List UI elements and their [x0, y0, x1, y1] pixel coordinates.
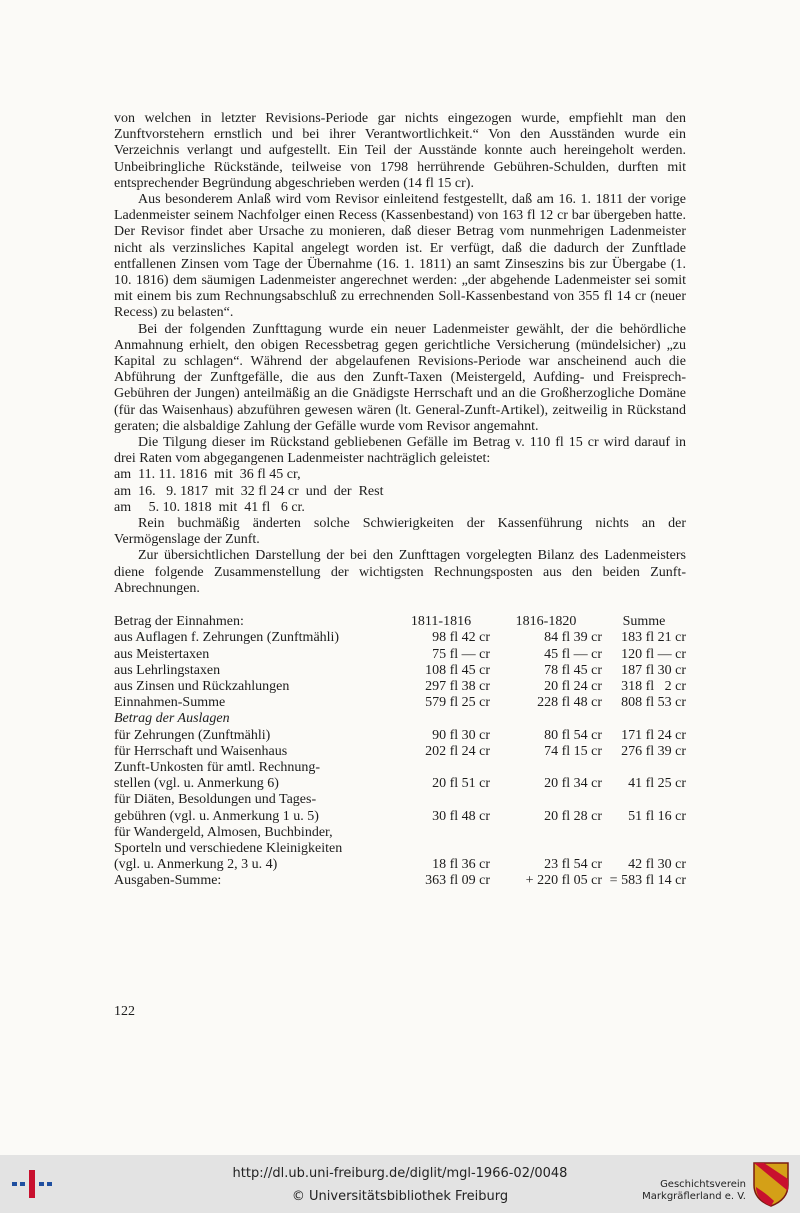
- cell-value: 78 fl 45 cr: [544, 662, 602, 678]
- table-row-continued: [114, 841, 686, 857]
- cell-value: 80 fl 54 cr: [544, 727, 602, 743]
- society-name-line: Markgräflerland e. V.: [642, 1191, 746, 1202]
- ledger-table: [114, 614, 686, 889]
- row-label: Ausgaben-Summe:: [114, 873, 222, 889]
- cell-value: 20 fl 34 cr: [544, 776, 602, 792]
- page-text: [114, 111, 686, 890]
- viewer-footer: [0, 1155, 800, 1213]
- cell-value: 90 fl 30 cr: [432, 727, 490, 743]
- installment-line: am 11. 11. 1816 mit 36 fl 45 cr,: [114, 467, 301, 483]
- copyright-text: © Universitätsbibliothek Freiburg: [291, 1189, 509, 1204]
- row-label: aus Auflagen f. Zehrungen (Zunftmähli): [114, 630, 340, 646]
- cell-value: 20 fl 51 cr: [432, 776, 490, 792]
- table-row: [114, 679, 686, 695]
- cell-value: 228 fl 48 cr: [537, 695, 602, 711]
- cell-value: 318 fl 2 cr: [621, 678, 686, 694]
- cell-value: 120 fl — cr: [621, 646, 686, 662]
- cell-value: 74 fl 15 cr: [544, 743, 602, 759]
- paragraph: Aus besonderem Anlaß wird vom Revisor einleitend festgestellt, daß am 16. 1. 1811 der vorige Ladenmeister seinem Nachfolger einen Recess (Kassenbestand) von 163 fl 12 cr bar übergeben hatte. Der Revisor findet aber Ursache zu monieren, daß dieser Betrag vom nunmehrigen Ladenmeister nicht als verzinsliches Kapital angelegt worden ist. Er verfügt, daß die dadurch der Zunftlade entfallenen Zinsen vom Tage der Übernahme (16. 1. 1811) an samt Zinseszins bis zur Übergabe (1. 10. 1816) dem säumigen Ladenmeister angerechnet werden: „der abgehende Ladenmeister sei somit mit einem bis zum Rechnungsabschluß zu errechnenden Soll-Kassenbestand von 355 fl 14 cr (neuer Recess) zu belasten“.: [114, 192, 686, 321]
- cell-value: 18 fl 36 cr: [432, 857, 490, 873]
- cell-value: + 220 fl 05 cr: [525, 873, 602, 889]
- cell-value: 579 fl 25 cr: [425, 695, 490, 711]
- expense-heading-row: [114, 711, 686, 727]
- cell-value: 41 fl 25 cr: [628, 776, 686, 792]
- installment-line: am 5. 10. 1818 mit 41 fl 6 cr.: [114, 499, 305, 515]
- cell-value: 30 fl 48 cr: [432, 808, 490, 824]
- cell-value: 20 fl 28 cr: [544, 808, 602, 824]
- society-name: [628, 1179, 746, 1203]
- spacer: [114, 597, 686, 614]
- cell-value: 75 fl — cr: [432, 646, 490, 662]
- row-label: für Herrschaft und Waisenhaus: [114, 743, 288, 759]
- cell-value: = 583 fl 14 cr: [609, 873, 686, 889]
- row-label: Einnahmen-Summe: [114, 695, 226, 711]
- paragraph: Rein buchmäßig änderten solche Schwierigkeiten der Kassenführung nichts an der Vermögenslage der Zunft.: [114, 516, 686, 548]
- table-row: [114, 647, 686, 663]
- cell-value: 108 fl 45 cr: [425, 662, 490, 678]
- table-row: [114, 630, 686, 646]
- table-row: [114, 695, 686, 711]
- row-label: Zunft-Unkosten für amtl. Rechnung-: [114, 759, 321, 775]
- income-heading: Betrag der Einnahmen:: [114, 614, 244, 630]
- row-label: aus Lehrlingstaxen: [114, 662, 221, 678]
- cell-value: 20 fl 24 cr: [544, 678, 602, 694]
- table-row: [114, 728, 686, 744]
- cell-value: 23 fl 54 cr: [544, 857, 602, 873]
- table-row: [114, 857, 686, 873]
- cell-value: 202 fl 24 cr: [425, 743, 490, 759]
- cell-value: 84 fl 39 cr: [544, 630, 602, 646]
- total-row: [114, 873, 686, 889]
- col-header-1811-1816: 1811-1816: [410, 614, 472, 630]
- cell-value: 45 fl — cr: [544, 646, 602, 662]
- cell-value: 171 fl 24 cr: [621, 727, 686, 743]
- row-label: gebühren (vgl. u. Anmerkung 1 u. 5): [114, 808, 319, 824]
- row-label: für Wandergeld, Almosen, Buchbinder,: [114, 824, 333, 840]
- society-name-line: Geschichtsverein: [660, 1179, 746, 1190]
- row-label: für Zehrungen (Zunftmähli): [114, 727, 271, 743]
- table-row: [114, 744, 686, 760]
- table-row-continued: [114, 792, 686, 808]
- coat-of-arms-icon: [752, 1161, 790, 1207]
- row-label: aus Meistertaxen: [114, 646, 210, 662]
- installment-list: [114, 467, 686, 516]
- installment-line: am 16. 9. 1817 mit 32 fl 24 cr und der Rest: [114, 483, 384, 499]
- row-label: stellen (vgl. u. Anmerkung 6): [114, 776, 279, 792]
- cell-value: 42 fl 30 cr: [628, 857, 686, 873]
- cell-value: 363 fl 09 cr: [425, 873, 490, 889]
- cell-value: 808 fl 53 cr: [621, 695, 686, 711]
- table-row: [114, 776, 686, 792]
- paragraph: Zur übersichtlichen Darstellung der bei den Zunfttagen vorgelegten Bilanz des Ladenmeisters diene folgende Zusammenstellung der wichtigsten Rechnungsposten aus den beiden Zunft-Abrechnungen.: [114, 548, 686, 596]
- paragraph: Bei der folgenden Zunfttagung wurde ein neuer Ladenmeister gewählt, der die behördliche Anmahnung erhielt, den obigen Recessbetrag gegen gerichtliche Versicherung (mündelsicher) „zu Kapital zu schlagen“. Während der abgelaufenen Revisions-Periode war anscheinend auch die Abführung der Zunftgefälle, die aus den Zunft-Taxen (Meistergeld, Aufding- und Freisprech-Gebühren der Jungen) anteilmäßig an die Gnädigste Herrschaft und an die Großherzogliche Domäne (für das Waisenhaus) abzuführen gewesen wären (lt. General-Zunft-Artikel), zeitweilig in Rückstand geraten; die alsbaldige Zahlung der Gefälle wurde vom Revisor angemahnt.: [114, 321, 686, 434]
- table-row: [114, 809, 686, 825]
- cell-value: 98 fl 42 cr: [432, 630, 490, 646]
- table-row-continued: [114, 825, 686, 841]
- cell-value: 297 fl 38 cr: [425, 678, 490, 694]
- row-label: (vgl. u. Anmerkung 2, 3 u. 4): [114, 857, 278, 873]
- table-row-continued: [114, 760, 686, 776]
- expense-heading: Betrag der Auslagen: [114, 711, 230, 727]
- row-label: Sporteln und verschiedene Kleinigkeiten: [114, 840, 343, 856]
- col-header-1816-1820: 1816-1820: [515, 614, 577, 630]
- cell-value: 51 fl 16 cr: [628, 808, 686, 824]
- page-number: 122: [114, 1004, 135, 1019]
- ledger-header-row: [114, 614, 686, 630]
- row-label: aus Zinsen und Rückzahlungen: [114, 678, 290, 694]
- row-label: für Diäten, Besoldungen und Tages-: [114, 792, 317, 808]
- document-url-link[interactable]: http://dl.ub.uni-freiburg.de/diglit/mgl-1966-02/0048: [232, 1166, 568, 1181]
- paragraph: von welchen in letzter Revisions-Periode gar nichts eingezogen wurde, empfiehlt man den Zunftvorstehern ernstlich und bei ihrer Verantwortlichkeit.“ Von den Ausständen wurde ein Verzeichnis verlangt und aufgestellt. Ein Teil der Ausstände konnte auch hereingeholt werden. Unbeibringliche Rückstände, teilweise von 1798 herrührende Gebühren-Schulden, durften mit entsprechender Begründung abgeschrieben werden (14 fl 15 cr).: [114, 111, 686, 191]
- paragraph: Die Tilgung dieser im Rückstand gebliebenen Gefälle im Betrag v. 110 fl 15 cr wird darauf in drei Raten vom abgegangenen Ladenmeister nachträglich geleistet:: [114, 435, 686, 467]
- cell-value: 276 fl 39 cr: [621, 743, 686, 759]
- col-header-summe: Summe: [622, 614, 666, 630]
- table-row: [114, 663, 686, 679]
- cell-value: 187 fl 30 cr: [621, 662, 686, 678]
- cell-value: 183 fl 21 cr: [621, 630, 686, 646]
